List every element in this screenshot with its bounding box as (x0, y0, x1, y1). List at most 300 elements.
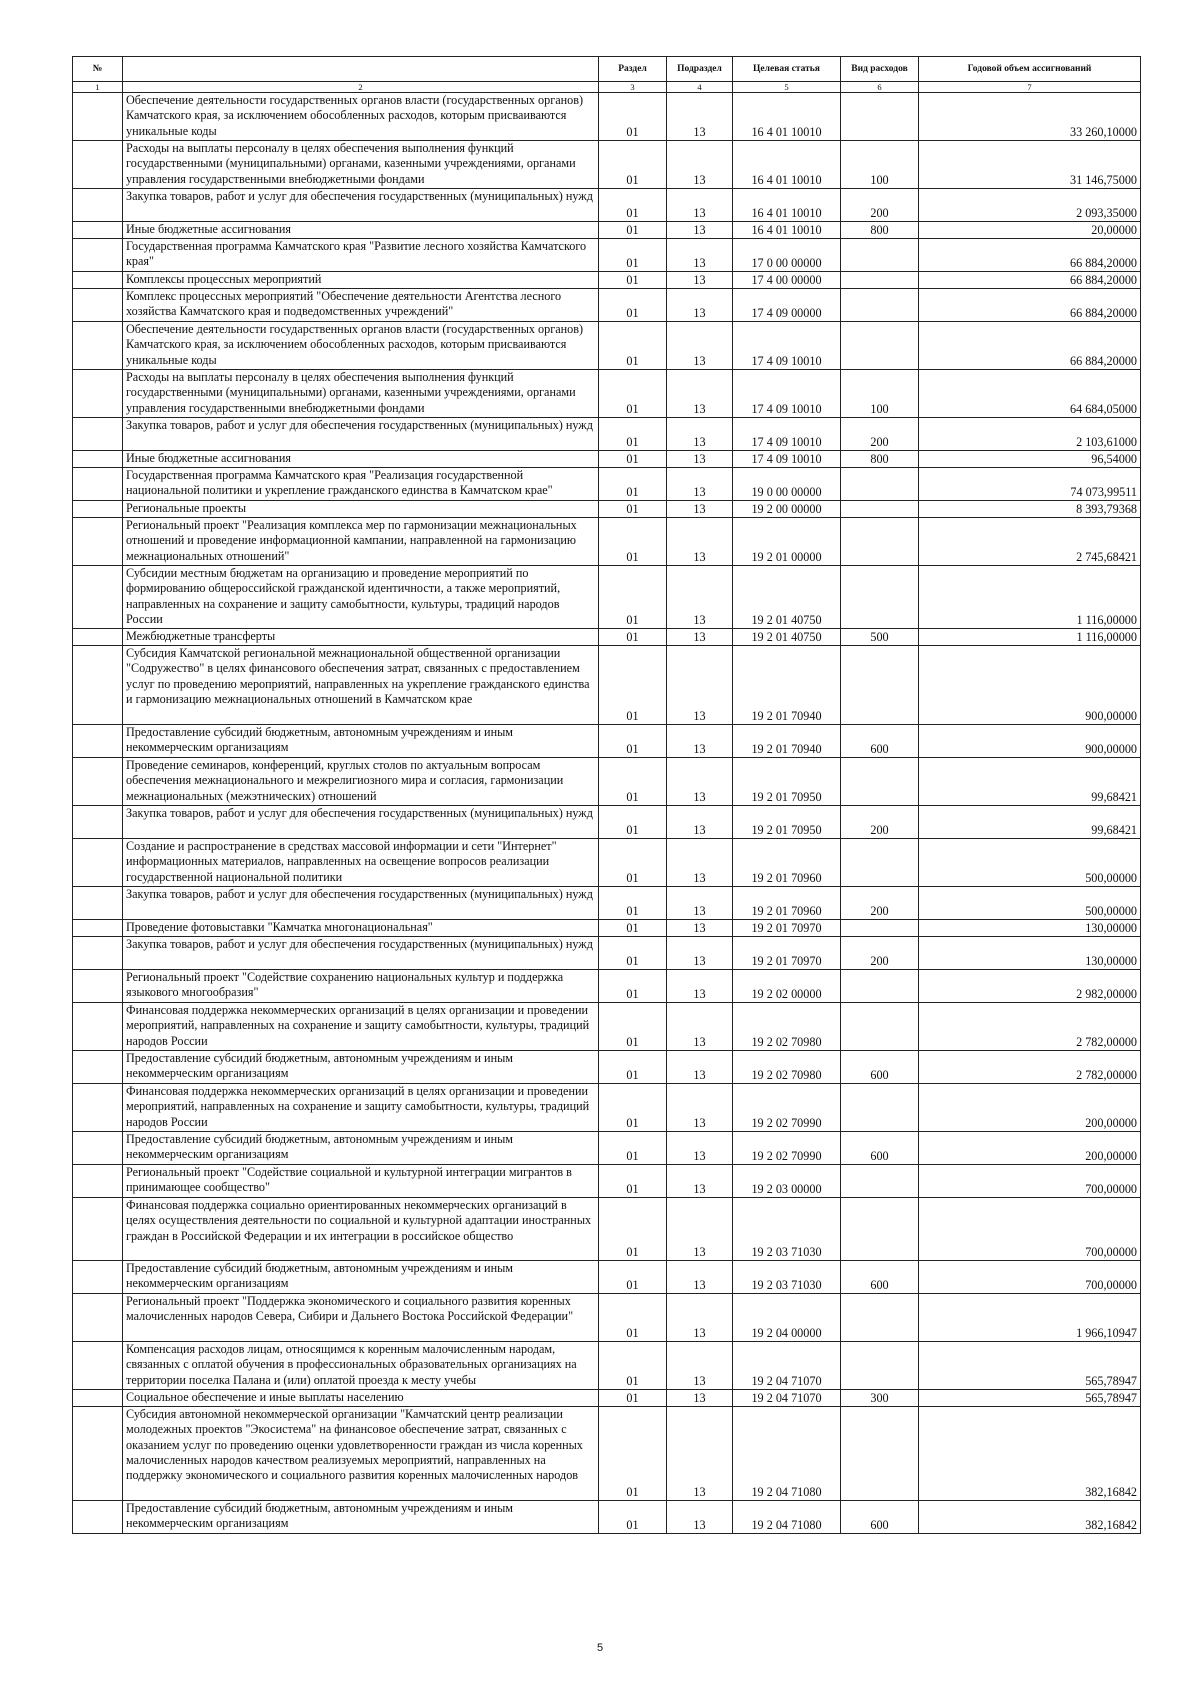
row-target-article-cell: 17 4 09 10010 (733, 418, 841, 451)
table-row (73, 725, 1141, 758)
row-name-cell: Закупка товаров, работ и услуг для обеспечения государственных (муниципальных) нужд (123, 418, 599, 451)
table-row (73, 806, 1141, 839)
row-razdel-cell: 01 (599, 222, 667, 239)
row-amount-cell: 1 116,00000 (919, 566, 1141, 629)
row-podrazdel-cell: 13 (667, 937, 733, 970)
row-amount-cell: 74 073,99511 (919, 468, 1141, 501)
table-row (73, 189, 1141, 222)
row-target-article-cell: 17 4 09 10010 (733, 370, 841, 418)
row-expense-type-cell: 200 (841, 418, 919, 451)
row-razdel-cell: 01 (599, 1165, 667, 1198)
row-target-article-cell: 19 2 01 00000 (733, 518, 841, 566)
row-expense-type-cell: 300 (841, 1390, 919, 1407)
row-podrazdel-cell: 13 (667, 1261, 733, 1294)
row-expense-type-cell: 200 (841, 887, 919, 920)
row-expense-type-cell (841, 1165, 919, 1198)
row-podrazdel-cell: 13 (667, 887, 733, 920)
row-name-cell: Иные бюджетные ассигнования (123, 451, 599, 468)
row-razdel-cell: 01 (599, 1261, 667, 1294)
row-number-cell (73, 289, 123, 322)
row-name-cell: Предоставление субсидий бюджетным, автономным учреждениям и иным некоммерческим организациям (123, 1501, 599, 1534)
row-razdel-cell: 01 (599, 1294, 667, 1342)
row-number-cell (73, 272, 123, 289)
table-row (73, 239, 1141, 272)
row-number-cell (73, 1390, 123, 1407)
row-podrazdel-cell: 13 (667, 418, 733, 451)
row-razdel-cell: 01 (599, 566, 667, 629)
row-expense-type-cell: 500 (841, 629, 919, 646)
row-amount-cell: 2 982,00000 (919, 970, 1141, 1003)
row-name-cell: Социальное обеспечение и иные выплаты населению (123, 1390, 599, 1407)
column-index: 1 (73, 82, 123, 93)
row-podrazdel-cell: 13 (667, 370, 733, 418)
row-expense-type-cell (841, 758, 919, 806)
row-podrazdel-cell: 13 (667, 501, 733, 518)
row-name-cell: Иные бюджетные ассигнования (123, 222, 599, 239)
row-number-cell (73, 1294, 123, 1342)
row-number-cell (73, 322, 123, 370)
row-amount-cell: 565,78947 (919, 1342, 1141, 1390)
row-razdel-cell: 01 (599, 239, 667, 272)
row-amount-cell: 66 884,20000 (919, 322, 1141, 370)
row-podrazdel-cell: 13 (667, 1390, 733, 1407)
row-amount-cell: 31 146,75000 (919, 141, 1141, 189)
row-razdel-cell: 01 (599, 468, 667, 501)
row-razdel-cell: 01 (599, 1390, 667, 1407)
row-amount-cell: 2 093,35000 (919, 189, 1141, 222)
row-amount-cell: 700,00000 (919, 1198, 1141, 1261)
row-target-article-cell: 19 2 01 70970 (733, 937, 841, 970)
row-name-cell: Закупка товаров, работ и услуг для обеспечения государственных (муниципальных) нужд (123, 937, 599, 970)
row-name-cell: Создание и распространение в средствах массовой информации и сети "Интернет" информационных материалов, направленных на освещение вопросов реализации государственной национальной политики (123, 839, 599, 887)
row-razdel-cell: 01 (599, 451, 667, 468)
row-number-cell (73, 189, 123, 222)
row-podrazdel-cell: 13 (667, 1165, 733, 1198)
row-expense-type-cell: 600 (841, 1132, 919, 1165)
row-expense-type-cell (841, 839, 919, 887)
row-amount-cell: 382,16842 (919, 1407, 1141, 1501)
row-target-article-cell: 19 2 01 70960 (733, 839, 841, 887)
row-name-cell: Субсидия Камчатской региональной межнациональной общественной организации "Содружество" в целях финансового обеспечения затрат, связанных с предоставлением услуг по проведению мероприятий, направленных на укрепление гражданского единства и гармонизацию межнациональных отношений в Камчатском крае (123, 646, 599, 725)
row-name-cell: Государственная программа Камчатского края "Развитие лесного хозяйства Камчатского края" (123, 239, 599, 272)
table-row (73, 920, 1141, 937)
row-podrazdel-cell: 13 (667, 239, 733, 272)
row-target-article-cell: 19 2 00 00000 (733, 501, 841, 518)
row-number-cell (73, 222, 123, 239)
row-name-cell: Региональный проект "Содействие сохранению национальных культур и поддержка языкового многообразия" (123, 970, 599, 1003)
row-razdel-cell: 01 (599, 189, 667, 222)
row-name-cell: Закупка товаров, работ и услуг для обеспечения государственных (муниципальных) нужд (123, 189, 599, 222)
row-number-cell (73, 1051, 123, 1084)
row-name-cell: Закупка товаров, работ и услуг для обеспечения государственных (муниципальных) нужд (123, 806, 599, 839)
table-row (73, 518, 1141, 566)
row-name-cell: Межбюджетные трансферты (123, 629, 599, 646)
row-number-cell (73, 418, 123, 451)
row-number-cell (73, 1407, 123, 1501)
row-razdel-cell: 01 (599, 806, 667, 839)
row-target-article-cell: 19 2 01 70940 (733, 646, 841, 725)
row-podrazdel-cell: 13 (667, 1198, 733, 1261)
row-name-cell: Предоставление субсидий бюджетным, автономным учреждениям и иным некоммерческим организациям (123, 1051, 599, 1084)
table-row (73, 1342, 1141, 1390)
row-name-cell: Расходы на выплаты персоналу в целях обеспечения выполнения функций государственными (муниципальными) органами, казенными учреждениями, органами управления государственными внебюджетными фондами (123, 370, 599, 418)
row-amount-cell: 1 966,10947 (919, 1294, 1141, 1342)
column-index: 2 (123, 82, 599, 93)
row-expense-type-cell (841, 1407, 919, 1501)
row-podrazdel-cell: 13 (667, 1051, 733, 1084)
row-name-cell: Обеспечение деятельности государственных органов власти (государственных органов) Камчатского края, за исключением обособленных расходов, которым присваиваются уникальные коды (123, 322, 599, 370)
row-target-article-cell: 19 0 00 00000 (733, 468, 841, 501)
row-target-article-cell: 16 4 01 10010 (733, 141, 841, 189)
row-razdel-cell: 01 (599, 1003, 667, 1051)
row-expense-type-cell: 100 (841, 141, 919, 189)
row-podrazdel-cell: 13 (667, 725, 733, 758)
row-number-cell (73, 239, 123, 272)
table-row (73, 1132, 1141, 1165)
row-target-article-cell: 19 2 01 70970 (733, 920, 841, 937)
row-amount-cell: 66 884,20000 (919, 239, 1141, 272)
row-razdel-cell: 01 (599, 920, 667, 937)
row-target-article-cell: 17 4 09 10010 (733, 451, 841, 468)
row-razdel-cell: 01 (599, 1342, 667, 1390)
row-expense-type-cell (841, 646, 919, 725)
row-target-article-cell: 16 4 01 10010 (733, 93, 841, 141)
row-podrazdel-cell: 13 (667, 518, 733, 566)
row-expense-type-cell (841, 501, 919, 518)
table-row (73, 1261, 1141, 1294)
row-name-cell: Проведение семинаров, конференций, круглых столов по актуальным вопросам обеспечения межнационального и межрелигиозного мира и согласия, гармонизации межнациональных (межэтнических) отношений (123, 758, 599, 806)
header-name (123, 57, 599, 82)
row-razdel-cell: 01 (599, 1198, 667, 1261)
row-expense-type-cell (841, 1294, 919, 1342)
row-target-article-cell: 19 2 02 00000 (733, 970, 841, 1003)
row-expense-type-cell (841, 93, 919, 141)
row-podrazdel-cell: 13 (667, 1294, 733, 1342)
header-razdel: Раздел (599, 57, 667, 82)
row-razdel-cell: 01 (599, 272, 667, 289)
table-row (73, 1501, 1141, 1534)
table-row (73, 970, 1141, 1003)
row-number-cell (73, 629, 123, 646)
table-row (73, 1294, 1141, 1342)
row-expense-type-cell (841, 272, 919, 289)
row-expense-type-cell (841, 1342, 919, 1390)
row-target-article-cell: 19 2 02 70980 (733, 1003, 841, 1051)
row-number-cell (73, 1261, 123, 1294)
row-expense-type-cell: 600 (841, 1051, 919, 1084)
column-index: 7 (919, 82, 1141, 93)
row-amount-cell: 20,00000 (919, 222, 1141, 239)
row-expense-type-cell: 100 (841, 370, 919, 418)
row-podrazdel-cell: 13 (667, 920, 733, 937)
row-number-cell (73, 1003, 123, 1051)
table-row (73, 272, 1141, 289)
row-target-article-cell: 19 2 04 00000 (733, 1294, 841, 1342)
row-podrazdel-cell: 13 (667, 646, 733, 725)
header-annual-volume: Годовой объем ассигнований (919, 57, 1141, 82)
row-target-article-cell: 19 2 01 70940 (733, 725, 841, 758)
row-target-article-cell: 19 2 01 40750 (733, 566, 841, 629)
row-number-cell (73, 1198, 123, 1261)
row-amount-cell: 99,68421 (919, 806, 1141, 839)
row-expense-type-cell (841, 468, 919, 501)
row-expense-type-cell (841, 1084, 919, 1132)
row-number-cell (73, 518, 123, 566)
table-row (73, 93, 1141, 141)
row-number-cell (73, 1132, 123, 1165)
row-amount-cell: 900,00000 (919, 725, 1141, 758)
row-name-cell: Финансовая поддержка некоммерческих организаций в целях организации и проведении мероприятий, направленных на сохранение и защиту самобытности, культуры, традиций народов России (123, 1084, 599, 1132)
row-podrazdel-cell: 13 (667, 1084, 733, 1132)
table-row (73, 629, 1141, 646)
row-number-cell (73, 93, 123, 141)
table-row (73, 1051, 1141, 1084)
row-expense-type-cell: 200 (841, 806, 919, 839)
row-name-cell: Субсидии местным бюджетам на организацию и проведение мероприятий по формированию общероссийской гражданской идентичности, а также мероприятий, направленных на сохранение и защиту самобытности, культуры, традиций народов России (123, 566, 599, 629)
row-amount-cell: 96,54000 (919, 451, 1141, 468)
row-name-cell: Финансовая поддержка некоммерческих организаций в целях организации и проведении мероприятий, направленных на сохранение и защиту самобытности, культуры, традиций народов России (123, 1003, 599, 1051)
row-expense-type-cell (841, 239, 919, 272)
row-podrazdel-cell: 13 (667, 272, 733, 289)
row-number-cell (73, 839, 123, 887)
row-amount-cell: 2 103,61000 (919, 418, 1141, 451)
row-expense-type-cell (841, 920, 919, 937)
row-amount-cell: 8 393,79368 (919, 501, 1141, 518)
column-index-row (73, 82, 1141, 93)
row-razdel-cell: 01 (599, 1501, 667, 1534)
row-name-cell: Расходы на выплаты персоналу в целях обеспечения выполнения функций государственными (муниципальными) органами, казенными учреждениями, органами управления государственными внебюджетными фондами (123, 141, 599, 189)
row-target-article-cell: 19 2 02 70980 (733, 1051, 841, 1084)
row-amount-cell: 130,00000 (919, 937, 1141, 970)
row-podrazdel-cell: 13 (667, 806, 733, 839)
row-podrazdel-cell: 13 (667, 1342, 733, 1390)
row-number-cell (73, 141, 123, 189)
row-expense-type-cell (841, 1198, 919, 1261)
row-razdel-cell: 01 (599, 322, 667, 370)
row-expense-type-cell (841, 1003, 919, 1051)
row-amount-cell: 130,00000 (919, 920, 1141, 937)
row-target-article-cell: 19 2 02 70990 (733, 1084, 841, 1132)
table-row (73, 370, 1141, 418)
row-target-article-cell: 19 2 04 71080 (733, 1407, 841, 1501)
row-podrazdel-cell: 13 (667, 1501, 733, 1534)
row-expense-type-cell: 600 (841, 1261, 919, 1294)
row-podrazdel-cell: 13 (667, 468, 733, 501)
row-number-cell (73, 1165, 123, 1198)
header-expense-type: Вид расходов (841, 57, 919, 82)
row-razdel-cell: 01 (599, 937, 667, 970)
row-number-cell (73, 501, 123, 518)
row-razdel-cell: 01 (599, 93, 667, 141)
table-row (73, 566, 1141, 629)
budget-table (72, 56, 1141, 1534)
row-number-cell (73, 1084, 123, 1132)
row-expense-type-cell (841, 970, 919, 1003)
row-razdel-cell: 01 (599, 629, 667, 646)
row-razdel-cell: 01 (599, 418, 667, 451)
row-podrazdel-cell: 13 (667, 629, 733, 646)
row-amount-cell: 2 782,00000 (919, 1051, 1141, 1084)
row-amount-cell: 700,00000 (919, 1261, 1141, 1294)
row-target-article-cell: 19 2 01 40750 (733, 629, 841, 646)
table-row (73, 322, 1141, 370)
row-number-cell (73, 451, 123, 468)
row-name-cell: Региональный проект "Содействие социальной и культурной интеграции мигрантов в принимающее сообщество" (123, 1165, 599, 1198)
row-razdel-cell: 01 (599, 141, 667, 189)
row-name-cell: Предоставление субсидий бюджетным, автономным учреждениям и иным некоммерческим организациям (123, 725, 599, 758)
row-number-cell (73, 758, 123, 806)
row-number-cell (73, 887, 123, 920)
row-amount-cell: 2 782,00000 (919, 1003, 1141, 1051)
row-podrazdel-cell: 13 (667, 839, 733, 887)
row-expense-type-cell: 600 (841, 725, 919, 758)
row-razdel-cell: 01 (599, 1407, 667, 1501)
column-index: 6 (841, 82, 919, 93)
row-name-cell: Комплексы процессных мероприятий (123, 272, 599, 289)
row-razdel-cell: 01 (599, 501, 667, 518)
row-podrazdel-cell: 13 (667, 1132, 733, 1165)
row-amount-cell: 200,00000 (919, 1084, 1141, 1132)
row-expense-type-cell: 200 (841, 189, 919, 222)
row-target-article-cell: 19 2 01 70950 (733, 806, 841, 839)
row-number-cell (73, 806, 123, 839)
row-razdel-cell: 01 (599, 887, 667, 920)
table-row (73, 418, 1141, 451)
column-index: 5 (733, 82, 841, 93)
row-razdel-cell: 01 (599, 970, 667, 1003)
row-amount-cell: 382,16842 (919, 1501, 1141, 1534)
table-row (73, 646, 1141, 725)
row-target-article-cell: 19 2 04 71070 (733, 1390, 841, 1407)
row-amount-cell: 200,00000 (919, 1132, 1141, 1165)
row-number-cell (73, 1501, 123, 1534)
row-target-article-cell: 19 2 02 70990 (733, 1132, 841, 1165)
row-name-cell: Региональный проект "Реализация комплекса мер по гармонизации межнациональных отношений и проведение информационной кампании, направленной на гармонизацию межнациональных отношений" (123, 518, 599, 566)
row-target-article-cell: 19 2 03 71030 (733, 1261, 841, 1294)
table-row (73, 451, 1141, 468)
row-name-cell: Компенсация расходов лицам, относящимся к коренным малочисленным народам, связанных с оплатой обучения в профессиональных образовательных организациях на территории поселка Палана и (или) оплатой проезда к месту учебы (123, 1342, 599, 1390)
row-target-article-cell: 17 4 00 00000 (733, 272, 841, 289)
row-razdel-cell: 01 (599, 1051, 667, 1084)
row-razdel-cell: 01 (599, 370, 667, 418)
row-name-cell: Субсидия автономной некоммерческой организации "Камчатский центр реализации молодежных проектов "Экосистема" на финансовое обеспечение затрат, связанных с оказанием услуг по проведению оценки удовлетворенности граждан из числа коренных малочисленных народов качеством реализуемых мероприятий, направленных на поддержку экономического и социального развития коренных малочисленных народов (123, 1407, 599, 1501)
row-amount-cell: 64 684,05000 (919, 370, 1141, 418)
row-name-cell: Государственная программа Камчатского края "Реализация государственной национальной политики и укрепление гражданского единства в Камчатском крае" (123, 468, 599, 501)
row-podrazdel-cell: 13 (667, 1407, 733, 1501)
header-podrazdel: Подраздел (667, 57, 733, 82)
row-razdel-cell: 01 (599, 646, 667, 725)
row-razdel-cell: 01 (599, 758, 667, 806)
row-number-cell (73, 646, 123, 725)
table-row (73, 222, 1141, 239)
row-amount-cell: 2 745,68421 (919, 518, 1141, 566)
table-row (73, 839, 1141, 887)
table-row (73, 758, 1141, 806)
row-target-article-cell: 17 0 00 00000 (733, 239, 841, 272)
row-expense-type-cell (841, 518, 919, 566)
header-row (73, 57, 1141, 82)
table-row (73, 887, 1141, 920)
header-target-article: Целевая статья (733, 57, 841, 82)
row-podrazdel-cell: 13 (667, 451, 733, 468)
row-name-cell: Закупка товаров, работ и услуг для обеспечения государственных (муниципальных) нужд (123, 887, 599, 920)
row-target-article-cell: 19 2 01 70960 (733, 887, 841, 920)
row-expense-type-cell: 600 (841, 1501, 919, 1534)
row-podrazdel-cell: 13 (667, 93, 733, 141)
table-row (73, 501, 1141, 518)
row-number-cell (73, 920, 123, 937)
row-target-article-cell: 19 2 04 71080 (733, 1501, 841, 1534)
row-razdel-cell: 01 (599, 518, 667, 566)
row-number-cell (73, 970, 123, 1003)
row-number-cell (73, 370, 123, 418)
table-row (73, 141, 1141, 189)
row-amount-cell: 66 884,20000 (919, 289, 1141, 322)
row-amount-cell: 66 884,20000 (919, 272, 1141, 289)
row-amount-cell: 99,68421 (919, 758, 1141, 806)
row-amount-cell: 500,00000 (919, 839, 1141, 887)
row-podrazdel-cell: 13 (667, 189, 733, 222)
row-number-cell (73, 468, 123, 501)
table-row (73, 1165, 1141, 1198)
row-amount-cell: 565,78947 (919, 1390, 1141, 1407)
row-name-cell: Обеспечение деятельности государственных органов власти (государственных органов) Камчатского края, за исключением обособленных расходов, которым присваиваются уникальные коды (123, 93, 599, 141)
row-target-article-cell: 17 4 09 00000 (733, 289, 841, 322)
row-amount-cell: 500,00000 (919, 887, 1141, 920)
row-podrazdel-cell: 13 (667, 1003, 733, 1051)
row-razdel-cell: 01 (599, 289, 667, 322)
row-amount-cell: 33 260,10000 (919, 93, 1141, 141)
row-amount-cell: 700,00000 (919, 1165, 1141, 1198)
row-amount-cell: 900,00000 (919, 646, 1141, 725)
row-razdel-cell: 01 (599, 839, 667, 887)
row-number-cell (73, 725, 123, 758)
row-target-article-cell: 19 2 04 71070 (733, 1342, 841, 1390)
row-podrazdel-cell: 13 (667, 970, 733, 1003)
row-amount-cell: 1 116,00000 (919, 629, 1141, 646)
table-row (73, 937, 1141, 970)
page-number: 5 (596, 1642, 604, 1654)
row-podrazdel-cell: 13 (667, 322, 733, 370)
row-podrazdel-cell: 13 (667, 141, 733, 189)
row-target-article-cell: 17 4 09 10010 (733, 322, 841, 370)
row-name-cell: Проведение фотовыставки "Камчатка многонациональная" (123, 920, 599, 937)
row-target-article-cell: 19 2 01 70950 (733, 758, 841, 806)
row-name-cell: Комплекс процессных мероприятий "Обеспечение деятельности Агентства лесного хозяйства Камчатского края и подведомственных учреждений" (123, 289, 599, 322)
row-name-cell: Региональный проект "Поддержка экономического и социального развития коренных малочисленных народов Севера, Сибири и Дальнего Востока Российской Федерации" (123, 1294, 599, 1342)
budget-table-sheet (72, 56, 1140, 1534)
row-expense-type-cell (841, 566, 919, 629)
header-no: № (73, 57, 123, 82)
row-target-article-cell: 16 4 01 10010 (733, 222, 841, 239)
row-podrazdel-cell: 13 (667, 566, 733, 629)
column-index: 3 (599, 82, 667, 93)
row-expense-type-cell (841, 289, 919, 322)
row-expense-type-cell: 200 (841, 937, 919, 970)
row-number-cell (73, 1342, 123, 1390)
table-row (73, 1198, 1141, 1261)
row-number-cell (73, 566, 123, 629)
table-row (73, 1390, 1141, 1407)
row-name-cell: Предоставление субсидий бюджетным, автономным учреждениям и иным некоммерческим организациям (123, 1132, 599, 1165)
table-row (73, 1003, 1141, 1051)
row-expense-type-cell (841, 322, 919, 370)
row-expense-type-cell: 800 (841, 451, 919, 468)
row-podrazdel-cell: 13 (667, 222, 733, 239)
row-number-cell (73, 937, 123, 970)
table-row (73, 289, 1141, 322)
column-index: 4 (667, 82, 733, 93)
